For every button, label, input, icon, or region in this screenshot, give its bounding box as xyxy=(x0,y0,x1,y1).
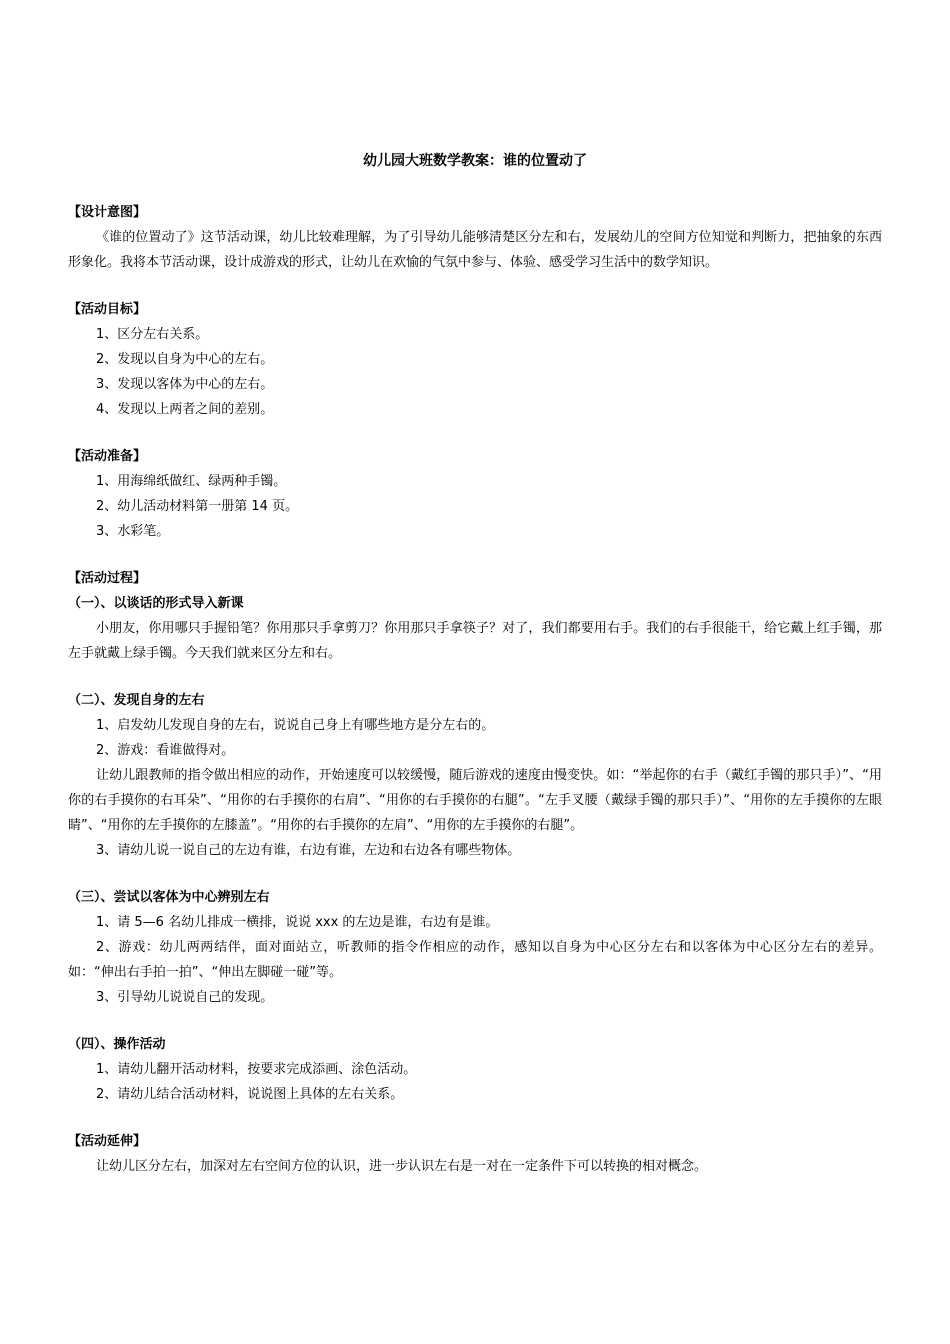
process-part3-item: 2、游戏：幼儿两两结伴，面对面站立，听教师的指令作相应的动作，感知以自身为中心区分左右和以客体为中心区分左右的差异。如：“伸出右手拍一拍”、“伸出左脚碰一碰”等。 xyxy=(68,940,882,980)
spacer xyxy=(68,666,882,688)
process-part2-item: 2、游戏：看谁做得对。 xyxy=(96,743,235,758)
prep-heading: 【活动准备】 xyxy=(68,449,147,464)
process-part2-item: 1、启发幼儿发现自身的左右，说说自己身上有哪些地方是分左右的。 xyxy=(96,718,495,733)
prep-section xyxy=(68,444,882,544)
process-part1-text: 小朋友，你用哪只手握铅笔？你用那只手拿剪刀？你用那只手拿筷子？对了，我们都要用右手。我们的右手很能干，给它戴上红手镯，那左手就戴上绿手镯。今天我们就来区分左和右。 xyxy=(68,621,882,661)
goal-item: 2、发现以自身为中心的左右。 xyxy=(96,352,274,367)
goals-heading: 【活动目标】 xyxy=(68,302,147,317)
prep-item: 2、幼儿活动材料第一册第 14 页。 xyxy=(96,499,299,514)
process-part3-item: 3、引导幼儿说说自己的发现。 xyxy=(96,990,274,1005)
spacer xyxy=(68,1010,882,1032)
process-part3-title: （三）、尝试以客体为中心辨别左右 xyxy=(68,890,270,905)
goal-item: 3、发现以客体为中心的左右。 xyxy=(96,377,274,392)
extend-section xyxy=(68,1129,882,1179)
extend-text: 让幼儿区分左右，加深对左右空间方位的认识，进一步认识左右是一对在一定条件下可以转换的相对概念。 xyxy=(96,1159,708,1174)
prep-item: 3、水彩笔。 xyxy=(96,524,170,539)
prep-item: 1、用海绵纸做红、绿两种手镯。 xyxy=(96,474,287,489)
design-text: 《谁的位置动了》这节活动课，幼儿比较难理解，为了引导幼儿能够清楚区分左和右，发展幼儿的空间方位知觉和判断力，把抽象的东西形象化。我将本节活动课，设计成游戏的形式，让幼儿在欢愉的气氛中参与、体验、感受学习生活中的数学知识。 xyxy=(68,230,882,270)
extend-heading: 【活动延伸】 xyxy=(68,1134,147,1149)
goals-section xyxy=(68,297,882,422)
process-heading: 【活动过程】 xyxy=(68,571,147,586)
design-heading: 【设计意图】 xyxy=(68,205,147,220)
process-part1-title: （一）、以谈话的形式导入新课 xyxy=(68,596,244,611)
goal-item: 4、发现以上两者之间的差别。 xyxy=(96,402,274,417)
goal-item: 1、区分左右关系。 xyxy=(96,327,209,342)
process-part4-item: 1、请幼儿翻开活动材料，按要求完成添画、涂色活动。 xyxy=(96,1062,417,1077)
spacer xyxy=(68,863,882,885)
process-section xyxy=(68,566,882,1107)
process-part2-item: 3、请幼儿说一说自己的左边有谁，右边有谁，左边和右边各有哪些物体。 xyxy=(96,843,521,858)
process-part4-item: 2、请幼儿结合活动材料，说说图上具体的左右关系。 xyxy=(96,1087,404,1102)
page-title: 幼儿园大班数学教案：谁的位置动了 xyxy=(363,153,587,169)
process-part2-title: （二）、发现自身的左右 xyxy=(68,693,205,708)
design-section xyxy=(68,200,882,275)
process-part3-item: 1、请 5—6 名幼儿排成一横排，说说 xxx 的左边是谁，右边有是谁。 xyxy=(96,915,499,930)
process-part4-title: （四）、操作活动 xyxy=(68,1037,166,1052)
process-part2-text: 让幼儿跟教师的指令做出相应的动作，开始速度可以较缓慢，随后游戏的速度由慢变快。如：“举起你的右手（戴红手镯的那只手）”、“用你的右手摸你的右耳朵”、“用你的右手摸你的右肩”、“用你的右手摸你的右腿”。“左手叉腰（戴绿手镯的那只手）”、“用你的左手摸你的左眼睛”、“用你的左手摸你的左膝盖”。“用你的右手摸你的左肩”、“用你的左手摸你的右腿”。 xyxy=(68,768,882,833)
